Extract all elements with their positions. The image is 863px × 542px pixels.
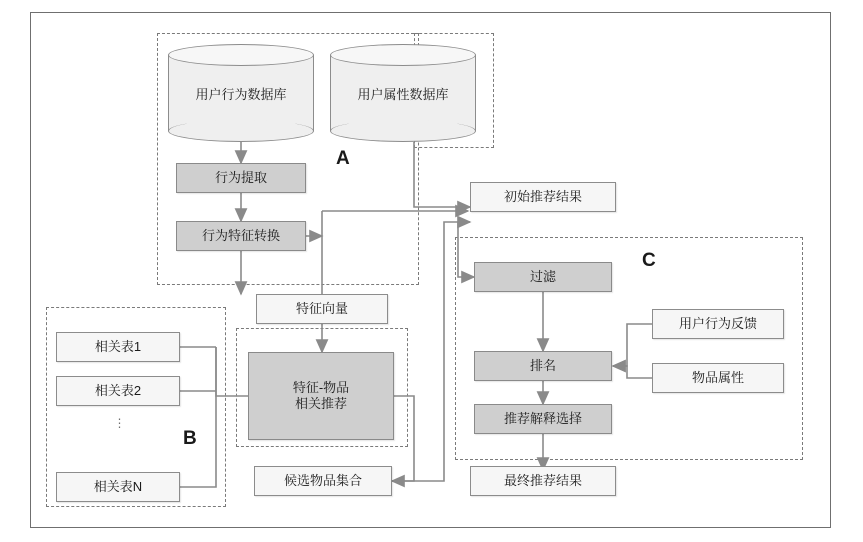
node-explanation-selection	[474, 404, 612, 434]
node-rank	[474, 351, 612, 381]
node-behavior-transform	[176, 221, 306, 251]
node-filter-label: 过滤	[529, 268, 556, 284]
database-user-behavior-label: 用户行为数据库	[195, 86, 287, 102]
node-feature-item-recommendation-label-line2: 相关推荐	[294, 396, 347, 411]
node-behavior-extract	[176, 163, 306, 193]
node-rank-label: 排名	[529, 357, 556, 373]
node-candidate-item-set	[254, 466, 392, 496]
node-explanation-selection-label: 推荐解释选择	[503, 410, 582, 426]
node-final-result	[470, 466, 616, 496]
node-user-feedback	[652, 309, 784, 339]
node-behavior-extract-label: 行为提取	[214, 169, 267, 185]
node-relation-table-n	[56, 472, 180, 502]
node-feature-vector	[256, 294, 388, 324]
node-initial-result-label: 初始推荐结果	[503, 188, 582, 204]
node-relation-table-1	[56, 332, 180, 362]
relation-table-ellipsis-label: ⋮	[113, 416, 127, 430]
node-user-feedback-label: 用户行为反馈	[678, 315, 757, 331]
node-item-attribute-label: 物品属性	[691, 369, 744, 385]
group-label-b: B	[183, 428, 197, 449]
node-relation-table-n-label: 相关表N	[93, 478, 143, 494]
node-initial-result	[470, 182, 616, 212]
node-relation-table-2-label: 相关表2	[94, 382, 142, 398]
node-relation-table-1-label: 相关表1	[94, 338, 142, 354]
group-label-a: A	[336, 148, 350, 169]
node-relation-table-2	[56, 376, 180, 406]
database-user-behavior	[168, 44, 314, 142]
database-user-profile	[330, 44, 476, 142]
node-candidate-item-set-label: 候选物品集合	[283, 472, 362, 488]
relation-table-ellipsis	[110, 416, 130, 430]
database-user-profile-label: 用户属性数据库	[357, 86, 449, 102]
node-final-result-label: 最终推荐结果	[503, 472, 582, 488]
node-item-attribute	[652, 363, 784, 393]
node-behavior-transform-label: 行为特征转换	[201, 227, 280, 243]
node-filter	[474, 262, 612, 292]
node-feature-vector-label: 特征向量	[295, 300, 348, 316]
node-feature-item-recommendation	[248, 352, 394, 440]
group-label-c: C	[642, 250, 656, 271]
node-feature-item-recommendation-label-line1: 特征-物品	[292, 379, 350, 395]
